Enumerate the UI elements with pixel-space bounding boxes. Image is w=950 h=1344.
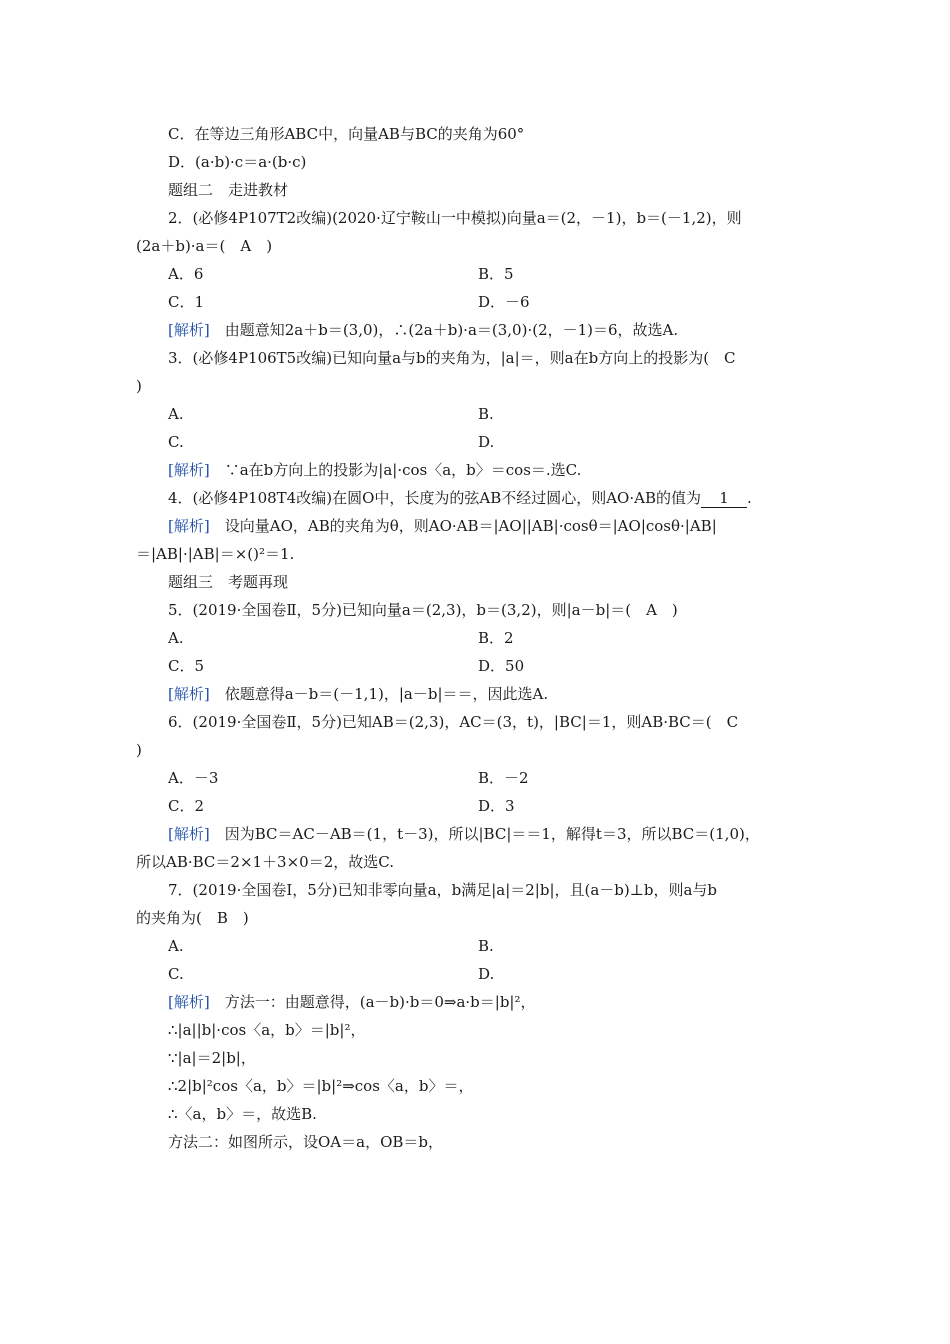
q2-option-d: D．－6 bbox=[478, 293, 530, 311]
q6-analysis-cont: 所以AB·BC＝2×1＋3×0＝2，故选C. bbox=[136, 853, 394, 871]
q4-analysis-cont: ＝|AB|·|AB|＝×()²＝1. bbox=[136, 545, 295, 563]
q7-stem: 7．(2019·全国卷Ⅰ，5分)已知非零向量a，b满足|a|＝2|b|，且(a－b)⊥b，则a与b bbox=[168, 881, 718, 899]
q5-option-b: B．2 bbox=[478, 629, 514, 647]
q3-option-c: C. bbox=[168, 433, 184, 451]
q5-option-d: D．50 bbox=[478, 657, 525, 675]
q6-option-c: C．2 bbox=[168, 797, 205, 815]
q3-option-b: B. bbox=[478, 405, 494, 423]
q6-stem: 6．(2019·全国卷Ⅱ，5分)已知AB＝(2,3)，AC＝(3，t)，|BC|＝1，则AB·BC＝( C bbox=[168, 713, 739, 731]
q4-answer-blank: 1 bbox=[701, 489, 747, 508]
q7-option-b: B. bbox=[478, 937, 494, 955]
q3-stem: 3．(必修4P106T5改编)已知向量a与b的夹角为，|a|＝，则a在b方向上的投影为( C bbox=[168, 349, 736, 367]
q6-stem-cont: ) bbox=[136, 741, 142, 759]
section-heading-3: 题组三 考题再现 bbox=[168, 573, 289, 591]
analysis-tag: [解析] bbox=[168, 517, 210, 535]
q3-stem-cont: ) bbox=[136, 377, 142, 395]
q2-option-c: C．1 bbox=[168, 293, 205, 311]
q2-stem-cont: (2a＋b)·a＝( A ) bbox=[136, 237, 273, 255]
analysis-tag: [解析] bbox=[168, 993, 210, 1011]
q7-analysis-line-5: ∴〈a，b〉＝，故选B. bbox=[168, 1105, 317, 1123]
q7-analysis: [解析] 方法一：由题意得，(a－b)·b＝0⇒a·b＝|b|²， bbox=[168, 993, 536, 1011]
q6-option-d: D．3 bbox=[478, 797, 515, 815]
q7-analysis-line-3: ∵|a|＝2|b|， bbox=[168, 1049, 256, 1067]
q3-option-d: D. bbox=[478, 433, 495, 451]
q3-option-a: A. bbox=[168, 405, 184, 423]
q2-option-b: B．5 bbox=[478, 265, 514, 283]
q3-analysis: [解析] ∵a在b方向上的投影为|a|·cos〈a，b〉＝cos＝.选C. bbox=[168, 461, 582, 479]
q2-option-a: A．6 bbox=[168, 265, 204, 283]
q1-option-c: C．在等边三角形ABC中，向量AB与BC的夹角为60° bbox=[168, 125, 525, 143]
q1-option-d: D．(a·b)·c＝a·(b·c) bbox=[168, 153, 307, 171]
q7-stem-cont: 的夹角为( B ) bbox=[136, 909, 249, 927]
q7-option-d: D. bbox=[478, 965, 495, 983]
q7-option-a: A. bbox=[168, 937, 184, 955]
q5-analysis: [解析] 依题意得a－b＝(－1,1)，|a－b|＝＝，因此选A. bbox=[168, 685, 549, 703]
q7-analysis-line-2: ∴|a||b|·cos〈a，b〉＝|b|²， bbox=[168, 1021, 366, 1039]
q5-stem: 5．(2019·全国卷Ⅱ，5分)已知向量a＝(2,3)，b＝(3,2)，则|a－b|＝( A ) bbox=[168, 601, 678, 619]
q4-stem: 4．(必修4P108T4改编)在圆O中，长度为的弦AB不经过圆心，则AO·AB的值为 1 . bbox=[168, 489, 752, 507]
q7-option-c: C. bbox=[168, 965, 184, 983]
analysis-tag: [解析] bbox=[168, 321, 210, 339]
q5-option-a: A. bbox=[168, 629, 184, 647]
q2-analysis: [解析] 由题意知2a＋b＝(3,0)，∴(2a＋b)·a＝(3,0)·(2，－1)＝6，故选A. bbox=[168, 321, 679, 339]
analysis-tag: [解析] bbox=[168, 685, 210, 703]
q5-option-c: C．5 bbox=[168, 657, 205, 675]
analysis-tag: [解析] bbox=[168, 825, 210, 843]
q7-analysis-line-4: ∴2|b|²cos〈a，b〉＝|b|²⇒cos〈a，b〉＝， bbox=[168, 1077, 474, 1095]
analysis-tag: [解析] bbox=[168, 461, 210, 479]
q2-stem: 2．(必修4P107T2改编)(2020·辽宁鞍山一中模拟)向量a＝(2，－1)，b＝(－1,2)，则 bbox=[168, 209, 742, 227]
q6-analysis: [解析] 因为BC＝AC－AB＝(1，t－3)，所以|BC|＝＝1，解得t＝3，所以BC＝(1,0)， bbox=[168, 825, 760, 843]
q6-option-b: B．－2 bbox=[478, 769, 529, 787]
q6-option-a: A．－3 bbox=[168, 769, 219, 787]
q7-method-two: 方法二：如图所示，设OA＝a，OB＝b， bbox=[168, 1133, 443, 1151]
section-heading-2: 题组二 走进教材 bbox=[168, 181, 289, 199]
q4-analysis: [解析] 设向量AO，AB的夹角为θ，则AO·AB＝|AO||AB|·cosθ＝|AO|cosθ·|AB| bbox=[168, 517, 717, 535]
